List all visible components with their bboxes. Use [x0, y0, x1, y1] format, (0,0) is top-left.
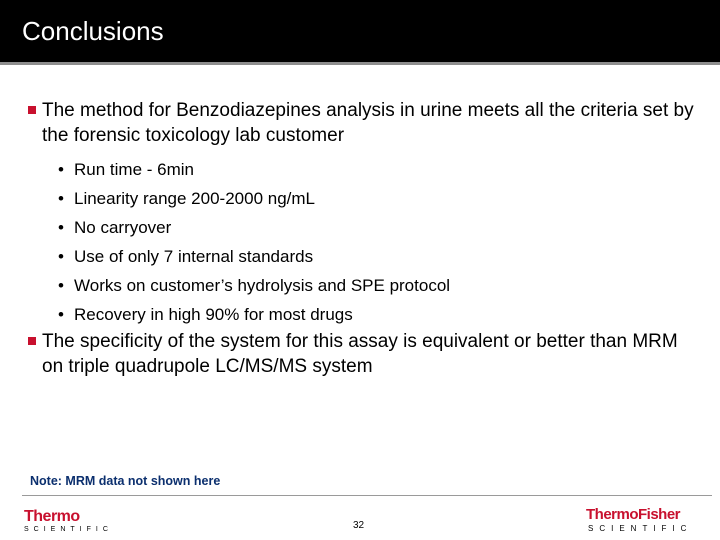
dot-bullet-icon: • [58, 247, 64, 266]
page-number: 32 [353, 520, 365, 531]
sub-bullet-item [58, 300, 678, 329]
sub-bullet-text: Works on customer’s hydrolysis and SPE protocol [74, 276, 451, 295]
thermo-logo [24, 508, 114, 534]
sub-bullet-item [58, 242, 678, 271]
sub-bullet-text: Recovery in high 90% for most drugs [74, 305, 353, 324]
dot-bullet-icon: • [58, 189, 64, 208]
sub-bullet-text: No carryover [74, 218, 172, 237]
sub-bullet-text: Use of only 7 internal standards [74, 247, 314, 266]
sub-bullet-list [58, 155, 678, 329]
slide-title: Conclusions [22, 16, 164, 46]
dot-bullet-icon: • [58, 305, 64, 324]
sub-bullet-item [58, 184, 678, 213]
thermofisher-logo-sub: SCIENTIFIC [588, 524, 693, 533]
footer-divider [22, 495, 712, 496]
footnote: Note: MRM data not shown here [30, 474, 221, 488]
dot-bullet-icon: • [58, 160, 64, 179]
thermofisher-logo-brand: ThermoFisher [586, 506, 681, 523]
title-bar [0, 0, 720, 62]
bullet-2 [28, 329, 698, 379]
sub-bullet-text: Run time - 6min [74, 160, 194, 179]
thermofisher-logo [586, 506, 696, 536]
sub-bullet-item [58, 213, 678, 242]
title-divider [0, 62, 720, 65]
sub-bullet-item [58, 155, 678, 184]
sub-bullet-text: Linearity range 200-2000 ng/mL [74, 189, 315, 208]
dot-bullet-icon: • [58, 218, 64, 237]
sub-bullet-item [58, 271, 678, 300]
bullet-1-text: The method for Benzodiazepines analysis in urine meets all the criteria set by the forensic toxicology lab customer [42, 100, 694, 146]
thermo-logo-sub: SCIENTIFIC [24, 526, 113, 533]
dot-bullet-icon: • [58, 276, 64, 295]
bullet-2-text: The specificity of the system for this assay is equivalent or better than MRM on triple quadrupole LC/MS/MS system [42, 331, 678, 377]
thermo-logo-brand: Thermo [24, 508, 80, 525]
red-square-bullet-icon [28, 106, 36, 114]
red-square-bullet-icon [28, 337, 36, 345]
bullet-1 [28, 98, 698, 148]
